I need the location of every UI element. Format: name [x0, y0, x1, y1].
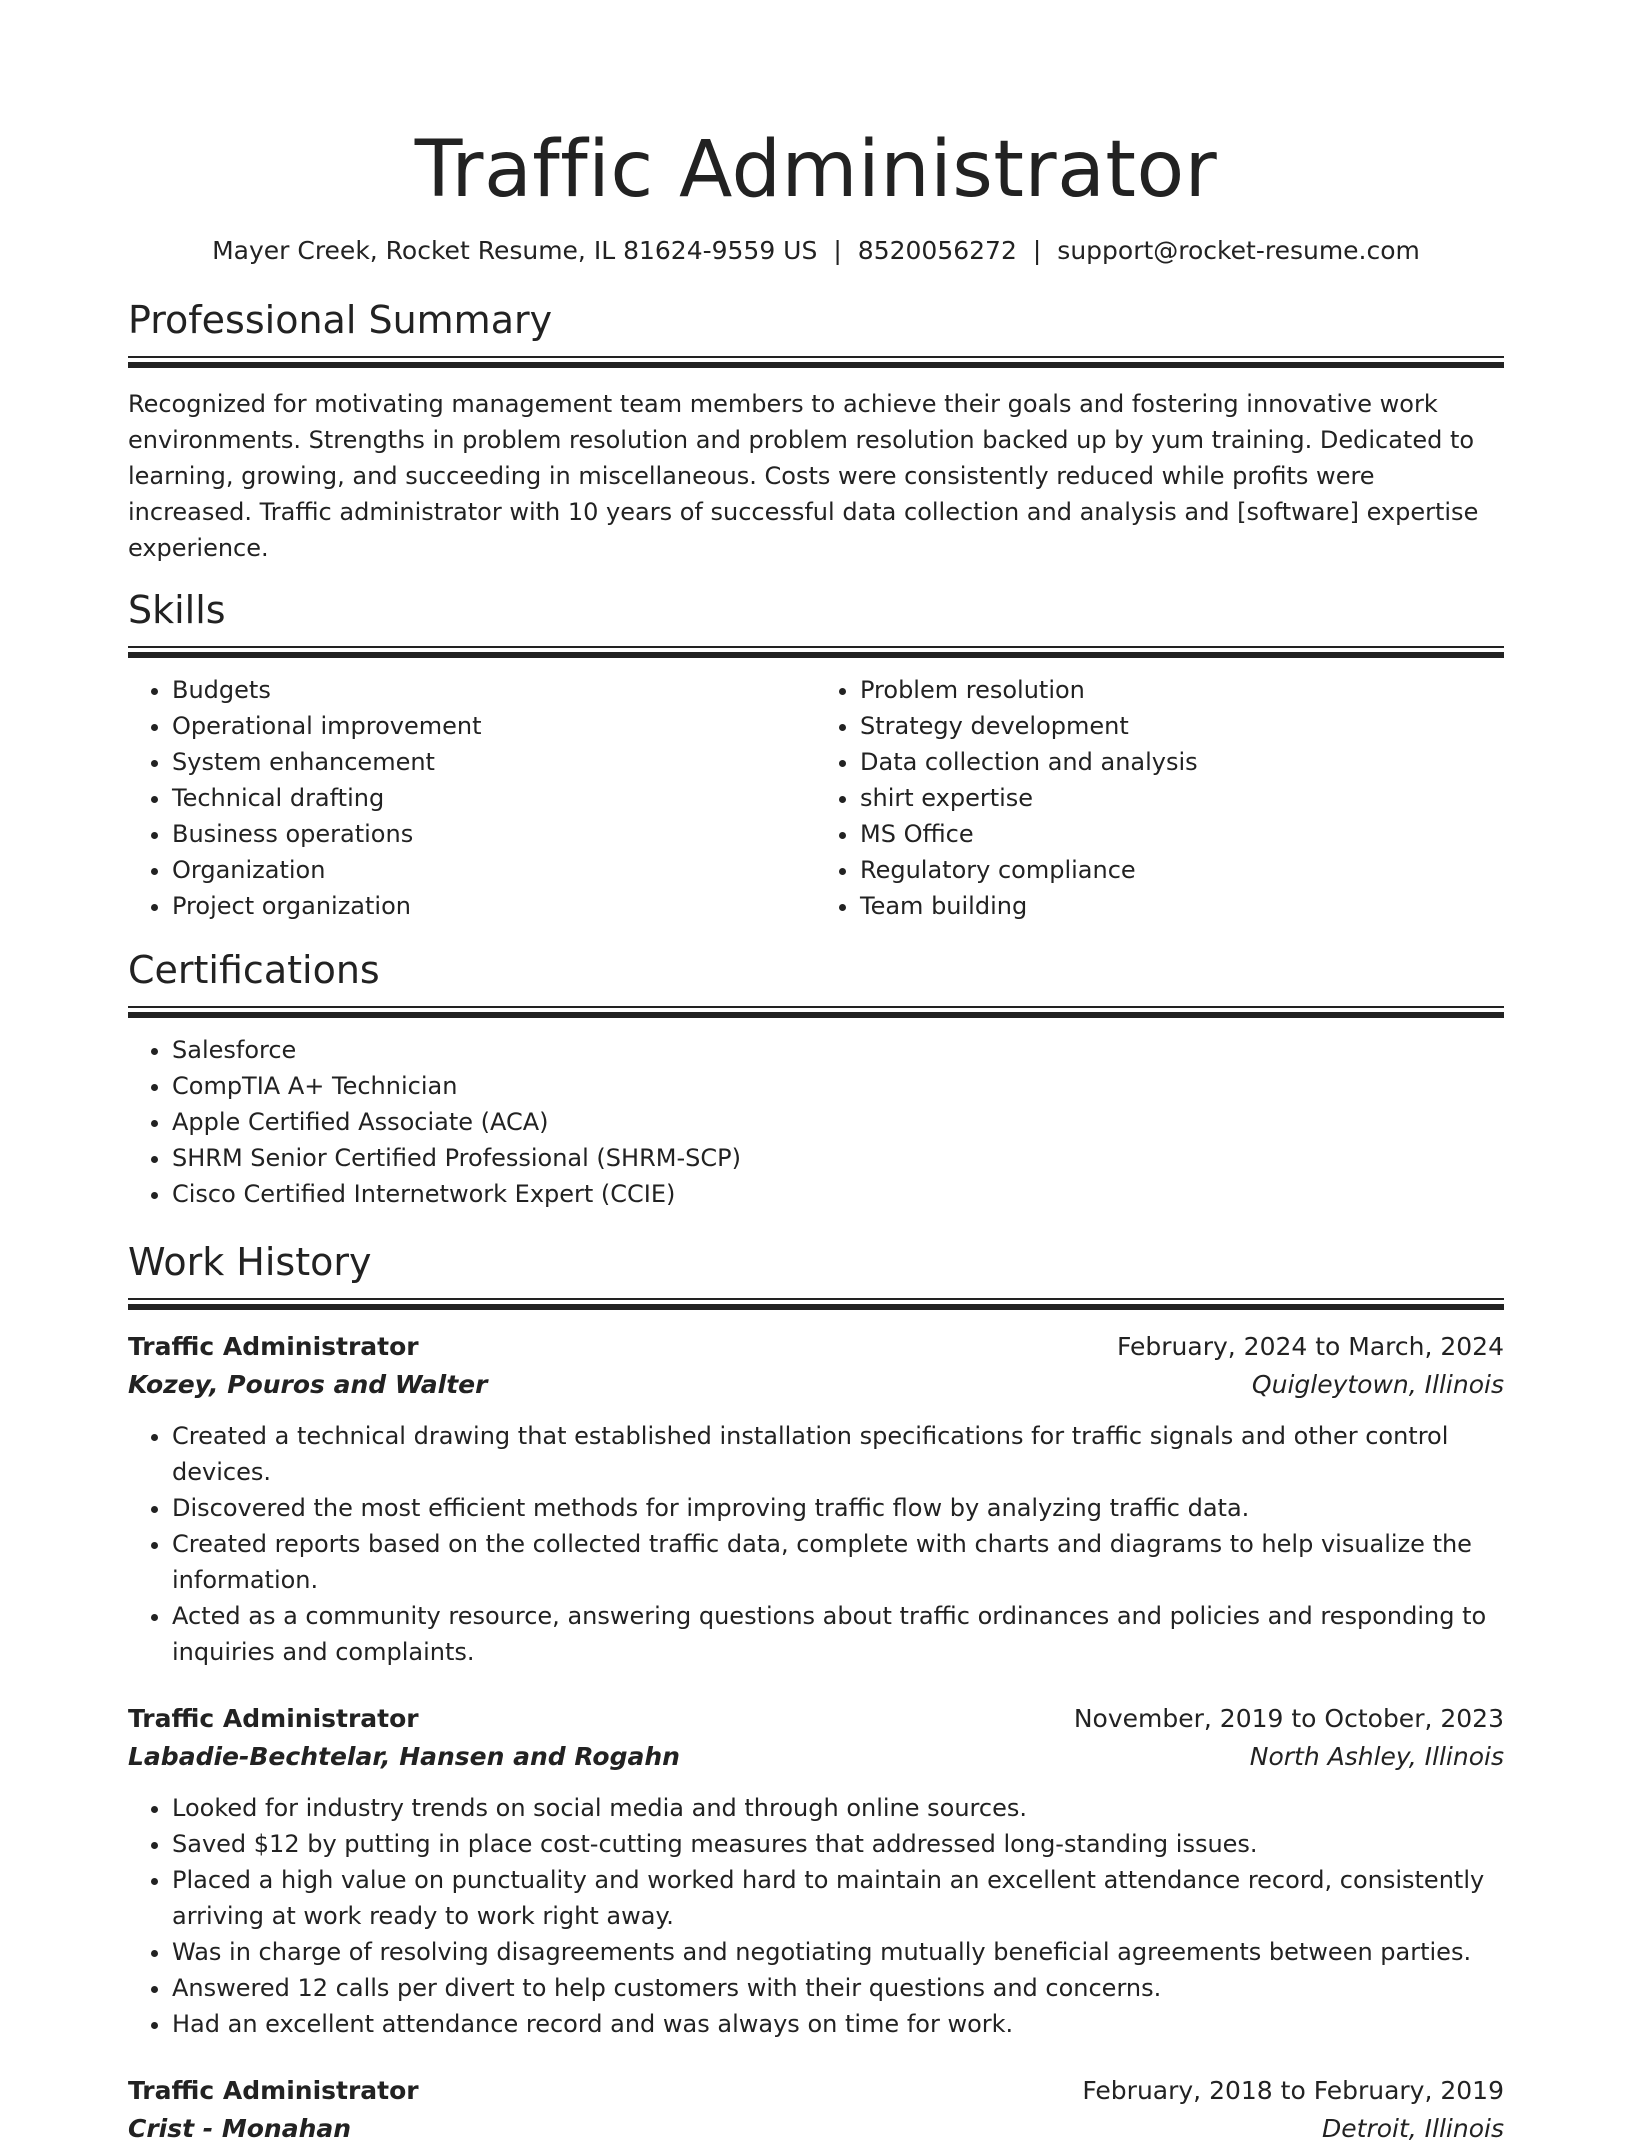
- section-title-summary: Professional Summary: [128, 298, 553, 342]
- contact-separator: |: [833, 236, 842, 265]
- section-title-certifications: Certifications: [128, 948, 380, 992]
- job-bullet: • Discovered the most efficient methods for improving traffic flow by analyzing traffic data.: [172, 1490, 1504, 1526]
- certification-list: [128, 1032, 1504, 1212]
- skills-column-right: [816, 672, 1504, 924]
- job-title: Traffic Administrator: [128, 1704, 419, 1733]
- contact-separator: |: [1032, 236, 1042, 265]
- skill-item: • Technical drafting: [172, 780, 816, 816]
- certification-item: • Salesforce: [172, 1032, 1504, 1068]
- job-bullet: • Acted as a community resource, answering questions about traffic ordinances and policies and responding to inquiries and complaints.: [172, 1598, 1504, 1670]
- job-bullet: • Looked for industry trends on social media and through online sources.: [172, 1790, 1504, 1826]
- section-title-work-history: Work History: [128, 1240, 372, 1284]
- job-bullet-list: [128, 1790, 1504, 2042]
- job-entry: [128, 1700, 1504, 2042]
- summary-section: [128, 296, 1504, 566]
- skill-item: • MS Office: [860, 816, 1504, 852]
- skill-item: • Project organization: [172, 888, 816, 924]
- job-company: Crist - Monahan: [128, 2114, 352, 2143]
- skill-item: • Organization: [172, 852, 816, 888]
- job-location: Quigleytown, Illinois: [1251, 1370, 1504, 1399]
- contact-email: support@rocket-resume.com: [1057, 236, 1420, 265]
- job-dates: February, 2018 to February, 2019: [1082, 2076, 1504, 2105]
- section-divider: [128, 1006, 1504, 1018]
- skill-item: • shirt expertise: [860, 780, 1504, 816]
- skill-item: • Team building: [860, 888, 1504, 924]
- job-dates: November, 2019 to October, 2023: [1073, 1704, 1504, 1733]
- section-divider: [128, 646, 1504, 658]
- job-bullet-list: [128, 1418, 1504, 1670]
- certification-item: • Apple Certified Associate (ACA): [172, 1104, 1504, 1140]
- work-history-section: [128, 1238, 1504, 2148]
- job-subheader: [128, 1366, 1504, 1404]
- summary-text: Recognized for motivating management team members to achieve their goals and fostering innovative work environments. Strengths in problem resolution and problem resolution backed up by yum training. Dedicated to learning, growing, and succeeding in miscellaneous. Costs were consistently reduced while profits were increased. Traffic administrator with 10 years of successful data collection and analysis and [software] expertise experience.: [128, 390, 1479, 562]
- skill-item: • Regulatory compliance: [860, 852, 1504, 888]
- skill-item: • System enhancement: [172, 744, 816, 780]
- section-divider: [128, 1298, 1504, 1310]
- skill-item: • Operational improvement: [172, 708, 816, 744]
- job-location: Detroit, Illinois: [1322, 2114, 1504, 2143]
- job-subheader: [128, 1738, 1504, 1776]
- skill-item: • Strategy development: [860, 708, 1504, 744]
- job-title: Traffic Administrator: [128, 2076, 419, 2105]
- skill-item: • Data collection and analysis: [860, 744, 1504, 780]
- job-header: [128, 1700, 1504, 1738]
- section-title-skills: Skills: [128, 588, 226, 632]
- job-bullet: • Was in charge of resolving disagreements and negotiating mutually beneficial agreements between parties.: [172, 1934, 1504, 1970]
- job-entry: [128, 1328, 1504, 1670]
- job-bullet: • Saved $12 by putting in place cost-cutting measures that addressed long-standing issues.: [172, 1826, 1504, 1862]
- job-bullet: • Answered 12 calls per divert to help customers with their questions and concerns.: [172, 1970, 1504, 2006]
- contact-address: Mayer Creek, Rocket Resume, IL 81624-9559 US: [212, 236, 818, 265]
- skills-column-left: [128, 672, 816, 924]
- job-bullet: • Placed a high value on punctuality and worked hard to maintain an excellent attendance record, consistently arriving at work ready to work right away.: [172, 1862, 1504, 1934]
- job-company: Labadie-Bechtelar, Hansen and Rogahn: [128, 1742, 680, 1771]
- certification-item: • CompTIA A+ Technician: [172, 1068, 1504, 1104]
- job-location: North Ashley, Illinois: [1249, 1742, 1504, 1771]
- skills-grid: [128, 672, 1504, 924]
- skills-section: [128, 586, 1504, 924]
- skill-item: • Business operations: [172, 816, 816, 852]
- job-bullet: • Had an excellent attendance record and was always on time for work.: [172, 2006, 1504, 2042]
- job-header: [128, 1328, 1504, 1366]
- job-bullet: • Created reports based on the collected traffic data, complete with charts and diagrams to help visualize the information.: [172, 1526, 1504, 1598]
- certification-item: • Cisco Certified Internetwork Expert (CCIE): [172, 1176, 1504, 1212]
- skill-item: • Budgets: [172, 672, 816, 708]
- job-bullet: • Created a technical drawing that established installation specifications for traffic signals and other control devices.: [172, 1418, 1504, 1490]
- contact-phone: 8520056272: [857, 236, 1017, 265]
- resume-page: [128, 0, 1504, 2148]
- job-subheader: [128, 2110, 1504, 2148]
- job-dates: February, 2024 to March, 2024: [1116, 1332, 1504, 1361]
- job-entry: [128, 2072, 1504, 2148]
- certifications-section: [128, 946, 1504, 1212]
- job-company: Kozey, Pouros and Walter: [128, 1370, 488, 1399]
- resume-name: Traffic Administrator: [414, 125, 1218, 215]
- certification-item: • SHRM Senior Certified Professional (SHRM-SCP): [172, 1140, 1504, 1176]
- job-header: [128, 2072, 1504, 2110]
- skill-item: • Problem resolution: [860, 672, 1504, 708]
- contact-line: [128, 234, 1504, 268]
- section-divider: [128, 356, 1504, 368]
- job-title: Traffic Administrator: [128, 1332, 419, 1361]
